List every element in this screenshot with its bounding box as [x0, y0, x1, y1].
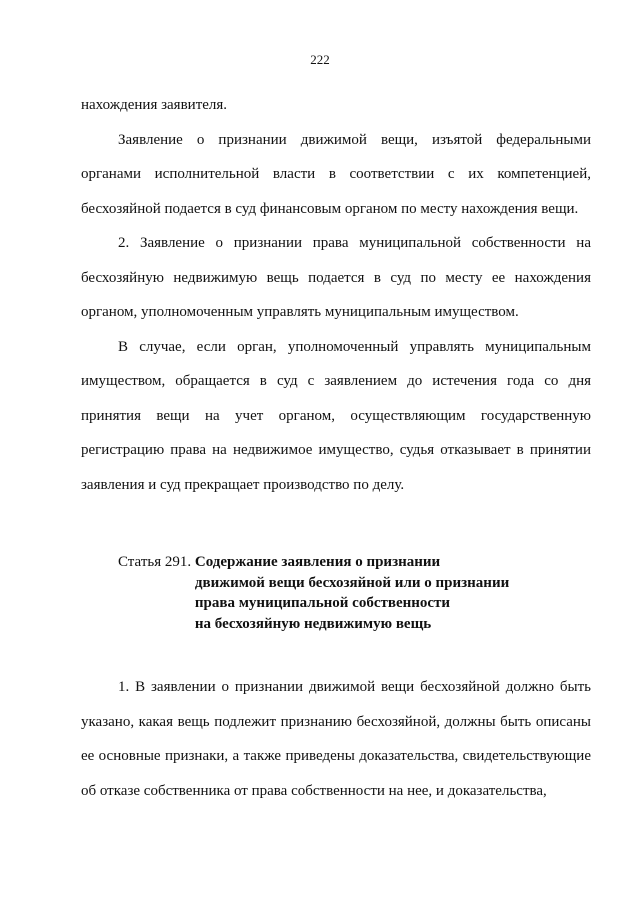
paragraph: 1. В заявлении о признании движимой вещи бесхозяйной должно быть указано, какая вещь подлежит признанию бесхозяйной, должны быть описаны ее основные признаки, а также приведены доказательства, свидетельствующие об отказе собственника от права собственности на нее, и доказательства,: [81, 679, 591, 799]
paragraph: В случае, если орган, уполномоченный управлять муниципальным имуществом, обращается в суд с заявлением до истечения года со дня принятия вещи на учет органом, осуществляющим государственную регистрацию права на недвижимое имущество, судья отказывает в принятии заявления и суд прекращает производство по делу.: [81, 338, 591, 493]
article-title: [195, 552, 509, 634]
article-title-line: Содержание заявления о признании: [194, 554, 441, 570]
body-text-top: [81, 88, 591, 502]
page-number: 222: [310, 52, 330, 67]
paragraph: нахождения заявителя.: [81, 97, 228, 113]
article-title-line: движимой вещи бесхозяйной или о признании: [194, 574, 510, 591]
body-text-bottom: [81, 670, 591, 808]
article-title-line: на бесхозяйную недвижимую вещь: [194, 615, 432, 632]
paragraph: Заявление о признании движимой вещи, изъятой федеральными органами исполнительной власти в соответствии с их компетенцией, бесхозяйной подается в суд финансовым органом по месту нахождения вещи.: [81, 131, 591, 217]
article-label: Статья 291.: [118, 554, 195, 570]
article-title-line: права муниципальной собственности: [194, 595, 451, 611]
article-heading: [118, 552, 598, 634]
paragraph: 2. Заявление о признании права муниципальной собственности на бесхозяйную недвижимую вещь подается в суд по месту ее нахождения органом, уполномоченным управлять муниципальным имуществом.: [81, 235, 591, 320]
